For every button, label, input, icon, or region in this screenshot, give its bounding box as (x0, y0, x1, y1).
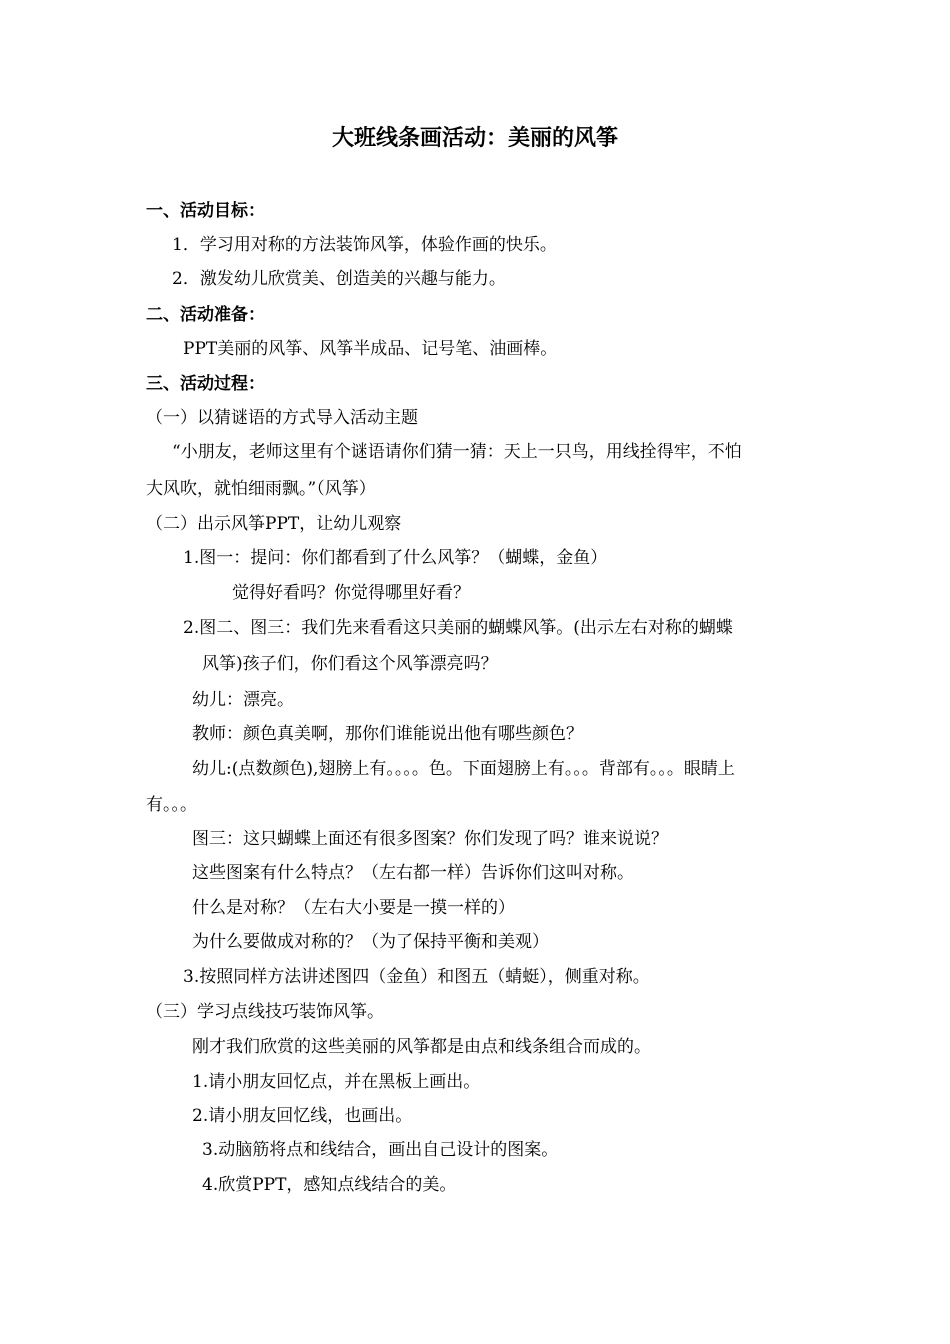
symmetry-question-2: 什么是对称？（左右大小要是一摸一样的） (192, 898, 515, 918)
page-title: 大班线条画活动：美丽的风筝 (331, 126, 618, 151)
part2-heading: （二）出示风筝PPT，让幼儿观察 (146, 514, 402, 534)
riddle-line-2: 大风吹，就怕细雨飘。”（风筝） (146, 479, 376, 499)
part2-item-1: 1.图一：提问：你们都看到了什么风筝？（蝴蝶，金鱼） (183, 548, 608, 568)
section-heading-preparation: 二、活动准备： (146, 305, 265, 325)
section-heading-process: 三、活动过程： (146, 374, 265, 394)
part3-intro: 刚才我们欣赏的这些美丽的风筝都是由点和线条组合而成的。 (192, 1037, 651, 1057)
part1-heading: （一）以猜谜语的方式导入活动主题 (146, 408, 418, 428)
part2-item-2-line-2: 风筝)孩子们，你们看这个风筝漂亮吗？ (202, 654, 498, 674)
symmetry-question-1: 这些图案有什么特点？（左右都一样）告诉你们这叫对称。 (192, 863, 634, 883)
dialogue-teacher-1: 教师：颜色真美啊，那你们谁能说出他有哪些颜色？ (192, 724, 583, 744)
preparation-text: PPT美丽的风筝、风筝半成品、记号笔、油画棒。 (183, 339, 558, 359)
part2-item-2-line-1: 2.图二、图三：我们先来看看这只美丽的蝴蝶风筝。(出示左右对称的蝴蝶 (183, 618, 733, 638)
part2-item-3: 3.按照同样方法讲述图四（金鱼）和图五（蜻蜓），侧重对称。 (183, 967, 650, 987)
riddle-line-1: “小朋友，老师这里有个谜语请你们猜一猜：天上一只鸟，用线拴得牢，不怕 (172, 442, 742, 462)
section-heading-goals: 一、活动目标： (146, 201, 265, 221)
part3-item-2: 2.请小朋友回忆线，也画出。 (192, 1106, 413, 1126)
goal-item-2: 2．激发幼儿欣赏美、创造美的兴趣与能力。 (172, 269, 506, 289)
symmetry-question-3: 为什么要做成对称的？（为了保持平衡和美观） (192, 932, 549, 952)
figure-3-question: 图三：这只蝴蝶上面还有很多图案？你们发现了吗？谁来说说？ (192, 829, 668, 849)
part3-heading: （三）学习点线技巧装饰风筝。 (146, 1002, 384, 1022)
dialogue-child-2-line-2: 有。。。 (146, 795, 197, 815)
part2-item-1-sub: 觉得好看吗？你觉得哪里好看？ (232, 583, 470, 603)
goal-item-1: 1．学习用对称的方法装饰风筝，体验作画的快乐。 (172, 235, 557, 255)
dialogue-child-2-line-1: 幼儿:(点数颜色),翅膀上有。。。。色。下面翅膀上有。。。背部有。。。眼睛上 (192, 759, 735, 779)
dialogue-child-1: 幼儿：漂亮。 (192, 690, 294, 710)
part3-item-4: 4.欣赏PPT，感知点线结合的美。 (202, 1175, 457, 1195)
part3-item-3: 3.动脑筋将点和线结合，画出自己设计的图案。 (202, 1140, 559, 1160)
part3-item-1: 1.请小朋友回忆点，并在黑板上画出。 (192, 1072, 481, 1092)
